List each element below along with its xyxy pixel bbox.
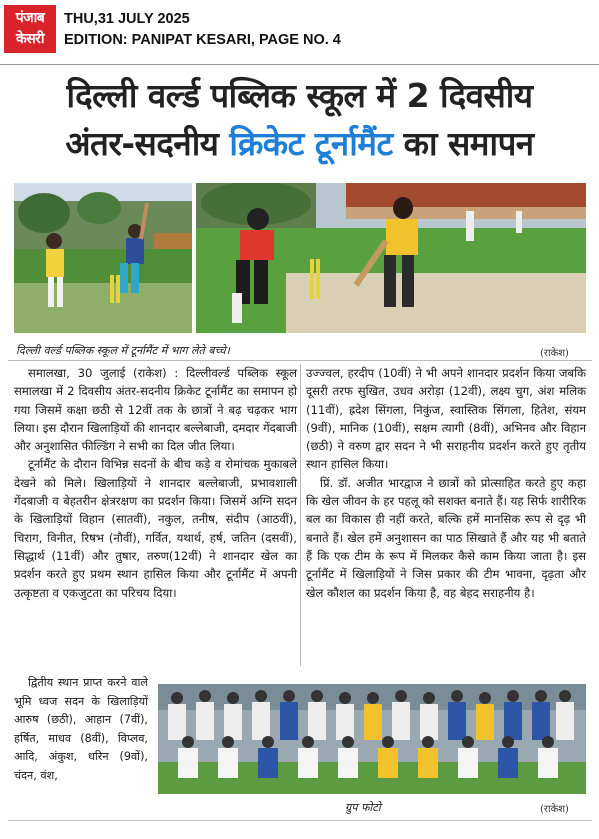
- article-column-1: [14, 364, 297, 602]
- article-paragraph: प्रिं. डॉ. अजीत भारद्वाज ने छात्रों को प्रोत्साहित करते हुए कहा कि खेल जीवन के हर पहलू को सशक्त बनाते हैं। यह सिर्फ शारीरिक बल का विकास ही नहीं करते, बल्कि हमें मानसिक रूप से दृढ़ भी बनाते हैं। खेल हमें अनुशासन का पाठ सिखाते हैं और यह भी बताते हैं कि एक टीम के रूप में मिलकर कैसे काम किया जाता है। इस टूर्नामैंट में खिलाड़ियों ने जिस प्रकार की टीम भावना, दृढ़ता और खेल कौशल का प्रदर्शन किया है, वह बेहद सराहनीय है।: [306, 475, 586, 600]
- article-column-2: [306, 364, 586, 602]
- article-paragraph: उज्ज्वल, हरदीप (10वीं) ने भी अपने शानदार प्रदर्शन किया जबकि दूसरी तरफ सुखित, उधव अरोड़ा (12वीं), लक्ष्य चुग, अंश मलिक (11वीं), ह्रदेश सिंगला, निकुंज, स्वास्तिक सिंगला, हितेश, संयम (9वीं), मानिक (10वीं), सक्षम त्यागी (8वीं), अभिनव और विहान (छठी) ने वरुण द्वार सदन ने भी सराहनीय प्रदर्शन करते हुए तृतीय स्थान हासिल किया।: [306, 366, 586, 472]
- headline-line-1: दिल्ली वर्ल्ड पब्लिक स्कूल में 2 दिवसीय: [66, 76, 533, 115]
- newspaper-logo: [4, 5, 56, 53]
- masthead: [0, 0, 599, 60]
- logo-line-2: केसरी: [15, 31, 45, 47]
- column-divider: [300, 364, 301, 666]
- photo-top-credit: (राकेश): [540, 348, 569, 359]
- edition-name: EDITION: PANIPAT KESARI, PAGE NO. 4: [64, 32, 341, 48]
- article-column-1-continued: [14, 674, 148, 785]
- headline-accent: क्रिकेट टूर्नामैंट: [229, 124, 393, 163]
- article-paragraph: समालखा, 30 जुलाई (राकेश) : दिल्लीवर्ल्ड पब्लिक स्कूल समालखा में 2 दिवसीय अंतर-सदनीय क्रिकेट टूर्नामैंट का समापन हो गया जिसमें कक्षा छठी से 12वीं तक के छात्रों ने बढ़ चढ़कर भाग लिया। इस दौरान खिलाड़ियों की शानदार बल्लेबाजी, दमदार गेंदबाजी और अनुशासित फील्डिंग ने सभी का दिल जीत लिया।: [14, 366, 297, 454]
- masthead-divider: [0, 64, 599, 65]
- article-paragraph: टूर्नामैंट के दौरान विभिन्न सदनों के बीच कड़े व रोमांचक मुकाबले देखने को मिले। खिलाड़ियों ने शानदार बल्लेबाजी, प्रभावशाली गेंदबाजी व बेहतरीन क्षेत्ररक्षण का प्रदर्शन किया। जिसमें अग्नि सदन के खिलाड़ियों विहान (सातवीं), नकुल, तनीष, संदीप (आठवीं), चिराग, विनीत, रिषभ (नौवीं), गर्वित, यथार्थ, हर्ष, जतिन (दसवीं), सिद्धार्थ (11वीं) और तुषार, तरुण(12वीं) ने शानदार खेल का प्रदर्शन करते हुए प्रथम स्थान हासिल किया और टूर्नामैंट में अपनी उत्कृष्टता व एकजुटता का परिचय दिया।: [14, 457, 297, 600]
- photo-top-caption: दिल्ली वर्ल्ड पब्लिक स्कूल में टूर्नामैंट में भाग लेते बच्चे।: [16, 344, 230, 357]
- headline-line-2-end: का समापन: [392, 124, 534, 163]
- photo-group-credit: (राकेश): [540, 804, 569, 815]
- caption-divider: [8, 360, 592, 361]
- headline: [0, 72, 599, 168]
- article-paragraph: द्वितीय स्थान प्राप्त करने वाले भूमि ध्वज सदन के खिलाड़ियों आरुष (छठी), आहान (7वीं), हर्षित, माधव (8वीं), विप्लव, आदि, अंकुश, धरिन (9वों), चंदन, वंश,: [14, 676, 148, 782]
- logo-line-1: पंजाब: [15, 10, 45, 26]
- photo-batsman: [196, 183, 586, 333]
- edition-info: [64, 9, 341, 51]
- bottom-divider: [8, 820, 592, 821]
- photo-bowler: [14, 183, 192, 333]
- headline-line-2-start: अंतर-सदनीय: [65, 124, 230, 163]
- photo-group: [158, 684, 586, 794]
- photo-group-caption: ग्रुप फोटो: [345, 801, 381, 814]
- edition-date: THU,31 JULY 2025: [64, 11, 190, 27]
- headline-line-2: [0, 120, 599, 168]
